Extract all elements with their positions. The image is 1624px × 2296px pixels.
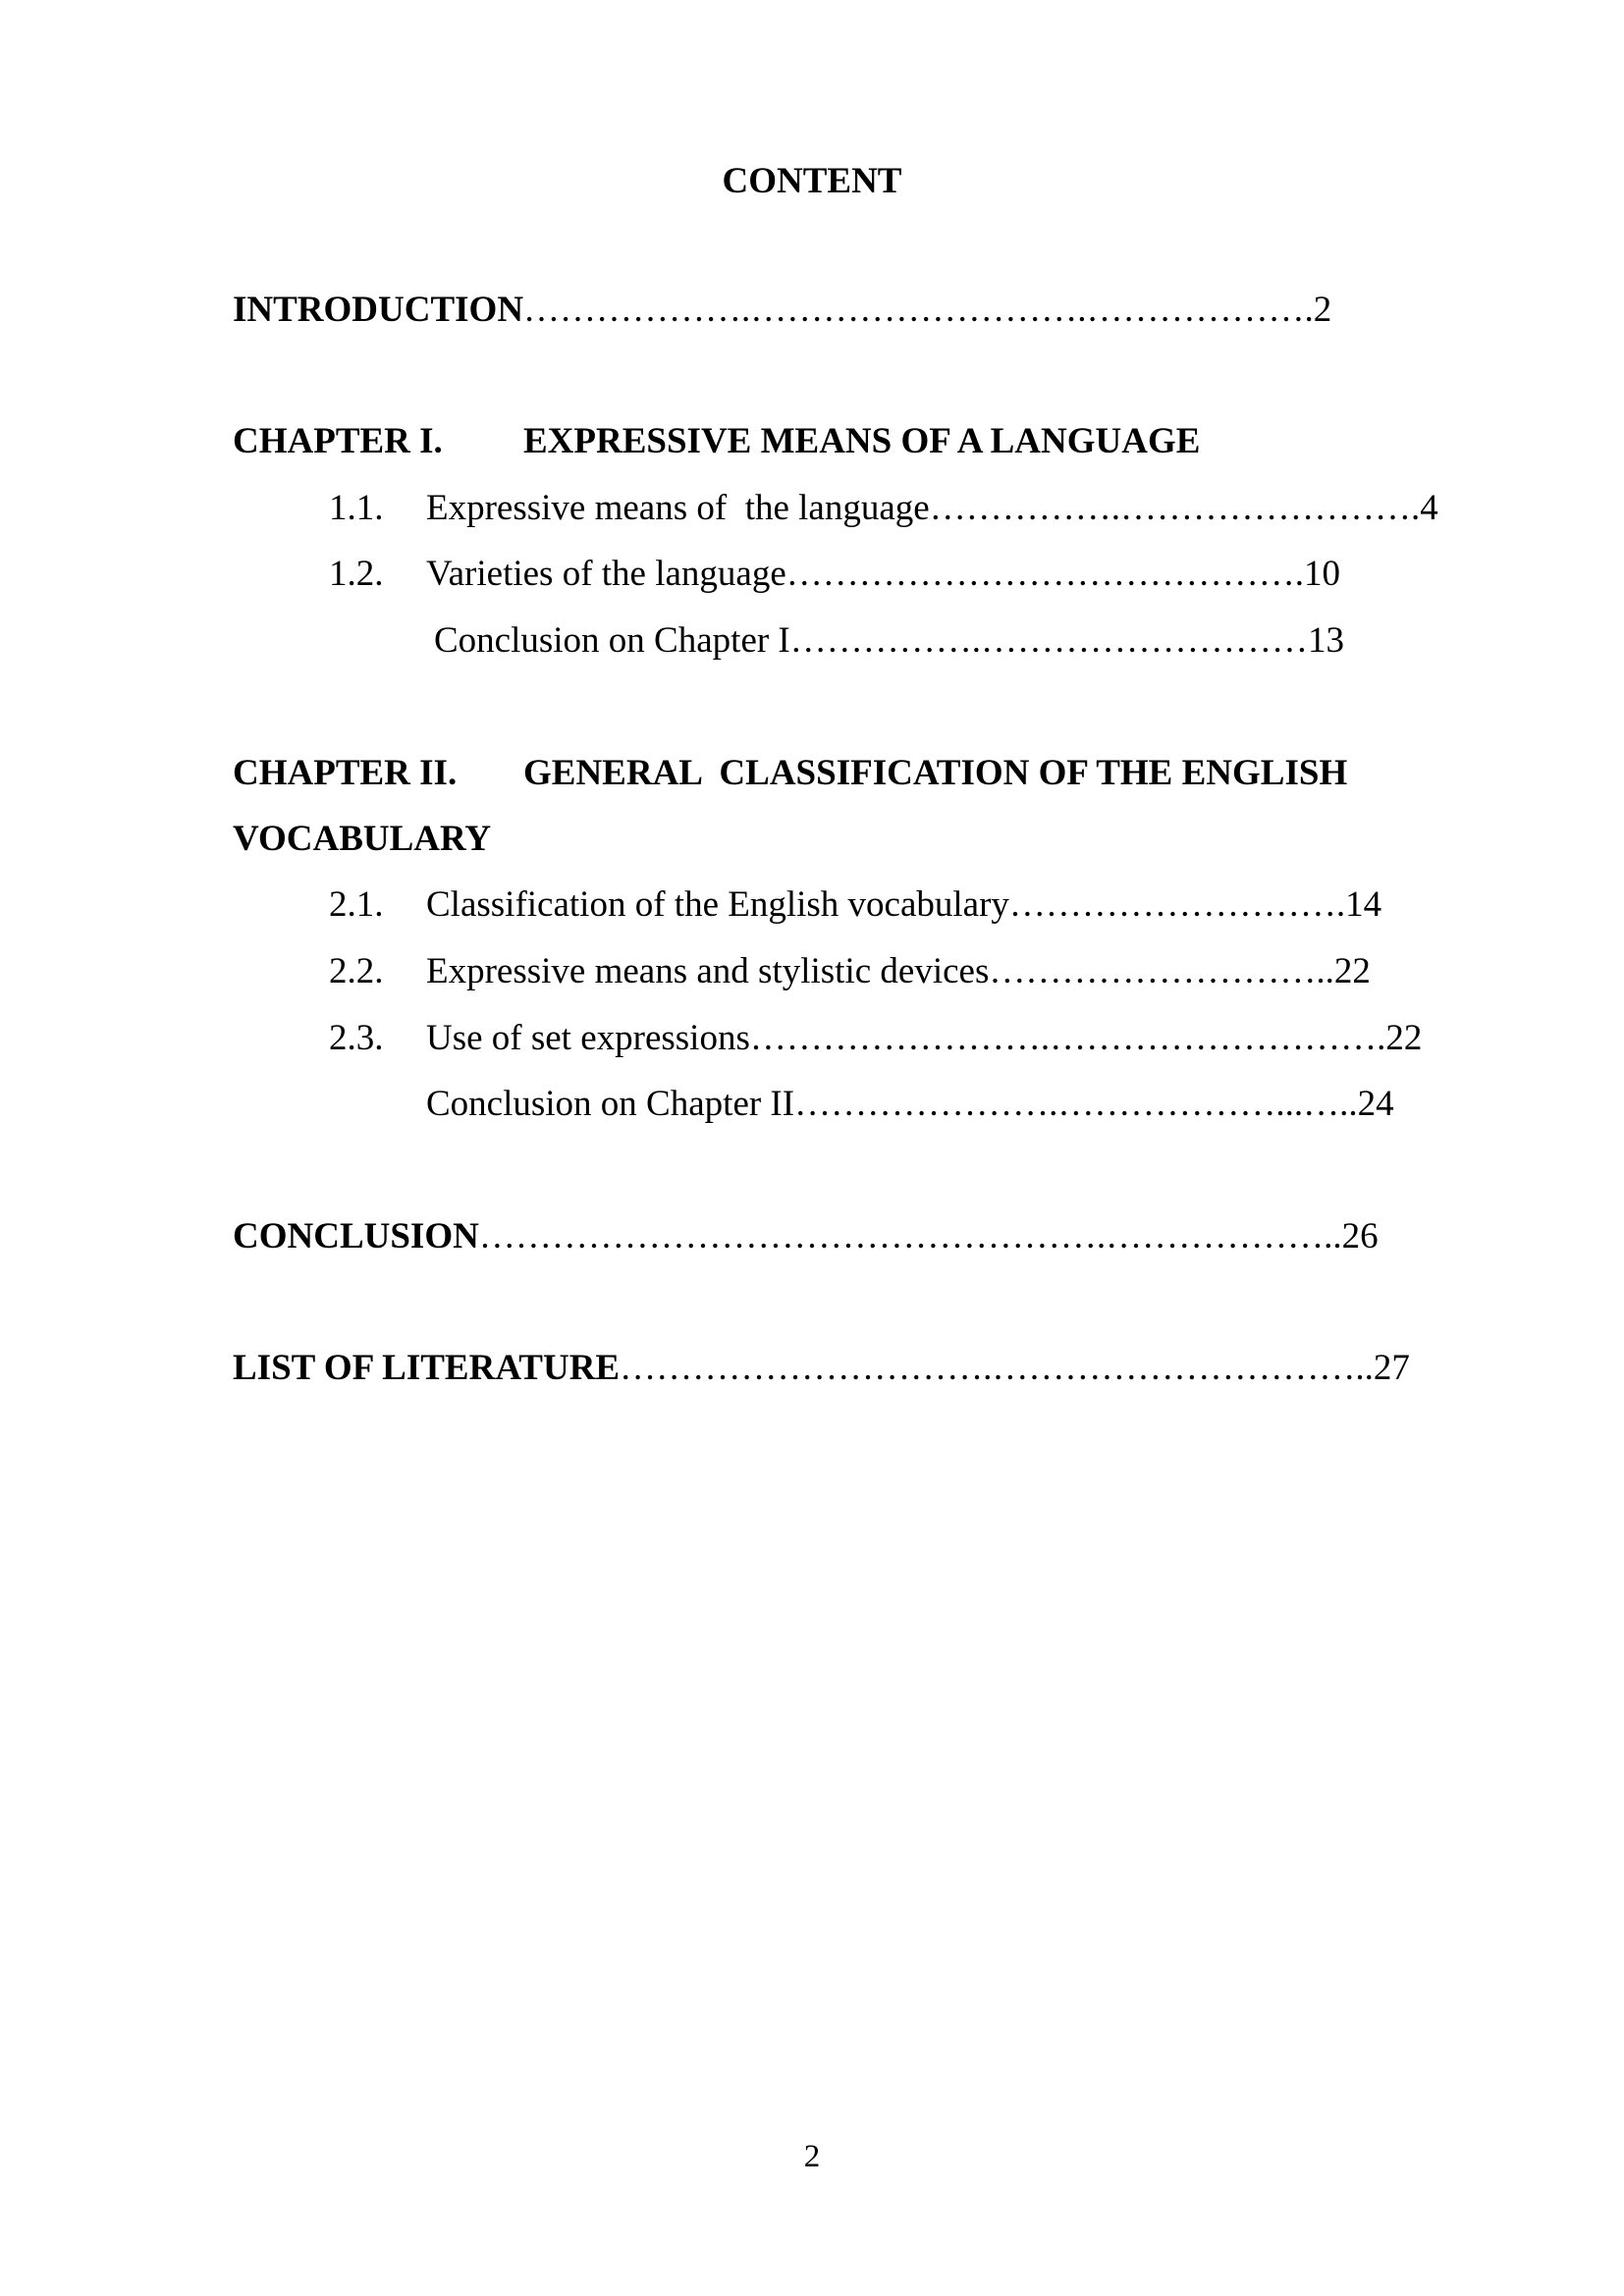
toc-item-number: 2.1. — [329, 884, 384, 925]
toc-entry-conclusion-ch1 — [434, 622, 1344, 659]
toc-item-text: Use of set expressions — [426, 1018, 750, 1058]
toc-page: 22 — [1385, 1018, 1423, 1058]
toc-leader: …………………………………………….……………….. — [478, 1216, 1342, 1256]
toc-entry-2-3 — [426, 1020, 1422, 1056]
toc-entry-1-2 — [426, 556, 1340, 592]
page-title: CONTENT — [722, 161, 902, 201]
toc-item-text: Classification of the English vocabulary — [426, 884, 1009, 925]
toc-leader: ………………………….………………………….. — [620, 1348, 1374, 1388]
toc-item-text: Conclusion on Chapter I — [434, 620, 790, 661]
chapter1-number: CHAPTER I. — [233, 421, 443, 461]
toc-leader: ……………………………………. — [785, 554, 1305, 594]
toc-item-text: Expressive means of the language — [426, 488, 930, 528]
toc-item-number: 2.2. — [329, 951, 384, 991]
toc-page: 22 — [1333, 951, 1371, 991]
toc-leader: …………………….………………………. — [749, 1018, 1386, 1058]
toc-leader: ……………………….. — [989, 951, 1334, 991]
toc-page: 27 — [1373, 1348, 1410, 1388]
toc-entry-2-2 — [426, 953, 1371, 989]
toc-item-number: 1.2. — [329, 554, 384, 594]
toc-entry-1-1 — [426, 490, 1438, 526]
toc-entry-conclusion — [233, 1218, 1379, 1255]
toc-page: 24 — [1357, 1084, 1394, 1124]
toc-item-number: 1.1. — [329, 488, 384, 528]
toc-leader: …………….……………………… — [789, 620, 1309, 661]
toc-page: 2 — [1313, 290, 1332, 330]
toc-entry-literature — [233, 1350, 1410, 1386]
toc-item-number: 2.3. — [329, 1018, 384, 1058]
toc-page: 13 — [1308, 620, 1345, 661]
toc-entry-introduction — [233, 292, 1331, 328]
toc-entry-2-1 — [426, 886, 1381, 923]
toc-entry-conclusion-ch2 — [426, 1086, 1394, 1122]
toc-page: 26 — [1341, 1216, 1379, 1256]
chapter2-number: CHAPTER II. — [233, 753, 458, 793]
toc-leader: ………………………. — [1008, 884, 1346, 925]
chapter2-title-line2: VOCABULARY — [233, 819, 492, 859]
toc-leader: …………….……………………. — [929, 488, 1421, 528]
toc-label: CONCLUSION — [233, 1216, 479, 1256]
chapter2-title-line1: GENERAL CLASSIFICATION OF THE ENGLISH — [523, 753, 1348, 793]
toc-page: 10 — [1304, 554, 1341, 594]
page-number: 2 — [803, 2139, 821, 2174]
toc-item-text: Conclusion on Chapter II — [426, 1084, 795, 1124]
toc-item-text: Varieties of the language — [426, 554, 786, 594]
toc-leader: ………………….………………...….. — [794, 1084, 1358, 1124]
toc-leader: ……………….……………………….………………. — [523, 290, 1314, 330]
toc-label: INTRODUCTION — [233, 290, 524, 330]
chapter1-title: EXPRESSIVE MEANS OF A LANGUAGE — [523, 421, 1201, 461]
toc-page: 14 — [1345, 884, 1382, 925]
toc-label: LIST OF LITERATURE — [233, 1348, 621, 1388]
toc-page: 4 — [1420, 488, 1438, 528]
toc-item-text: Expressive means and stylistic devices — [426, 951, 990, 991]
